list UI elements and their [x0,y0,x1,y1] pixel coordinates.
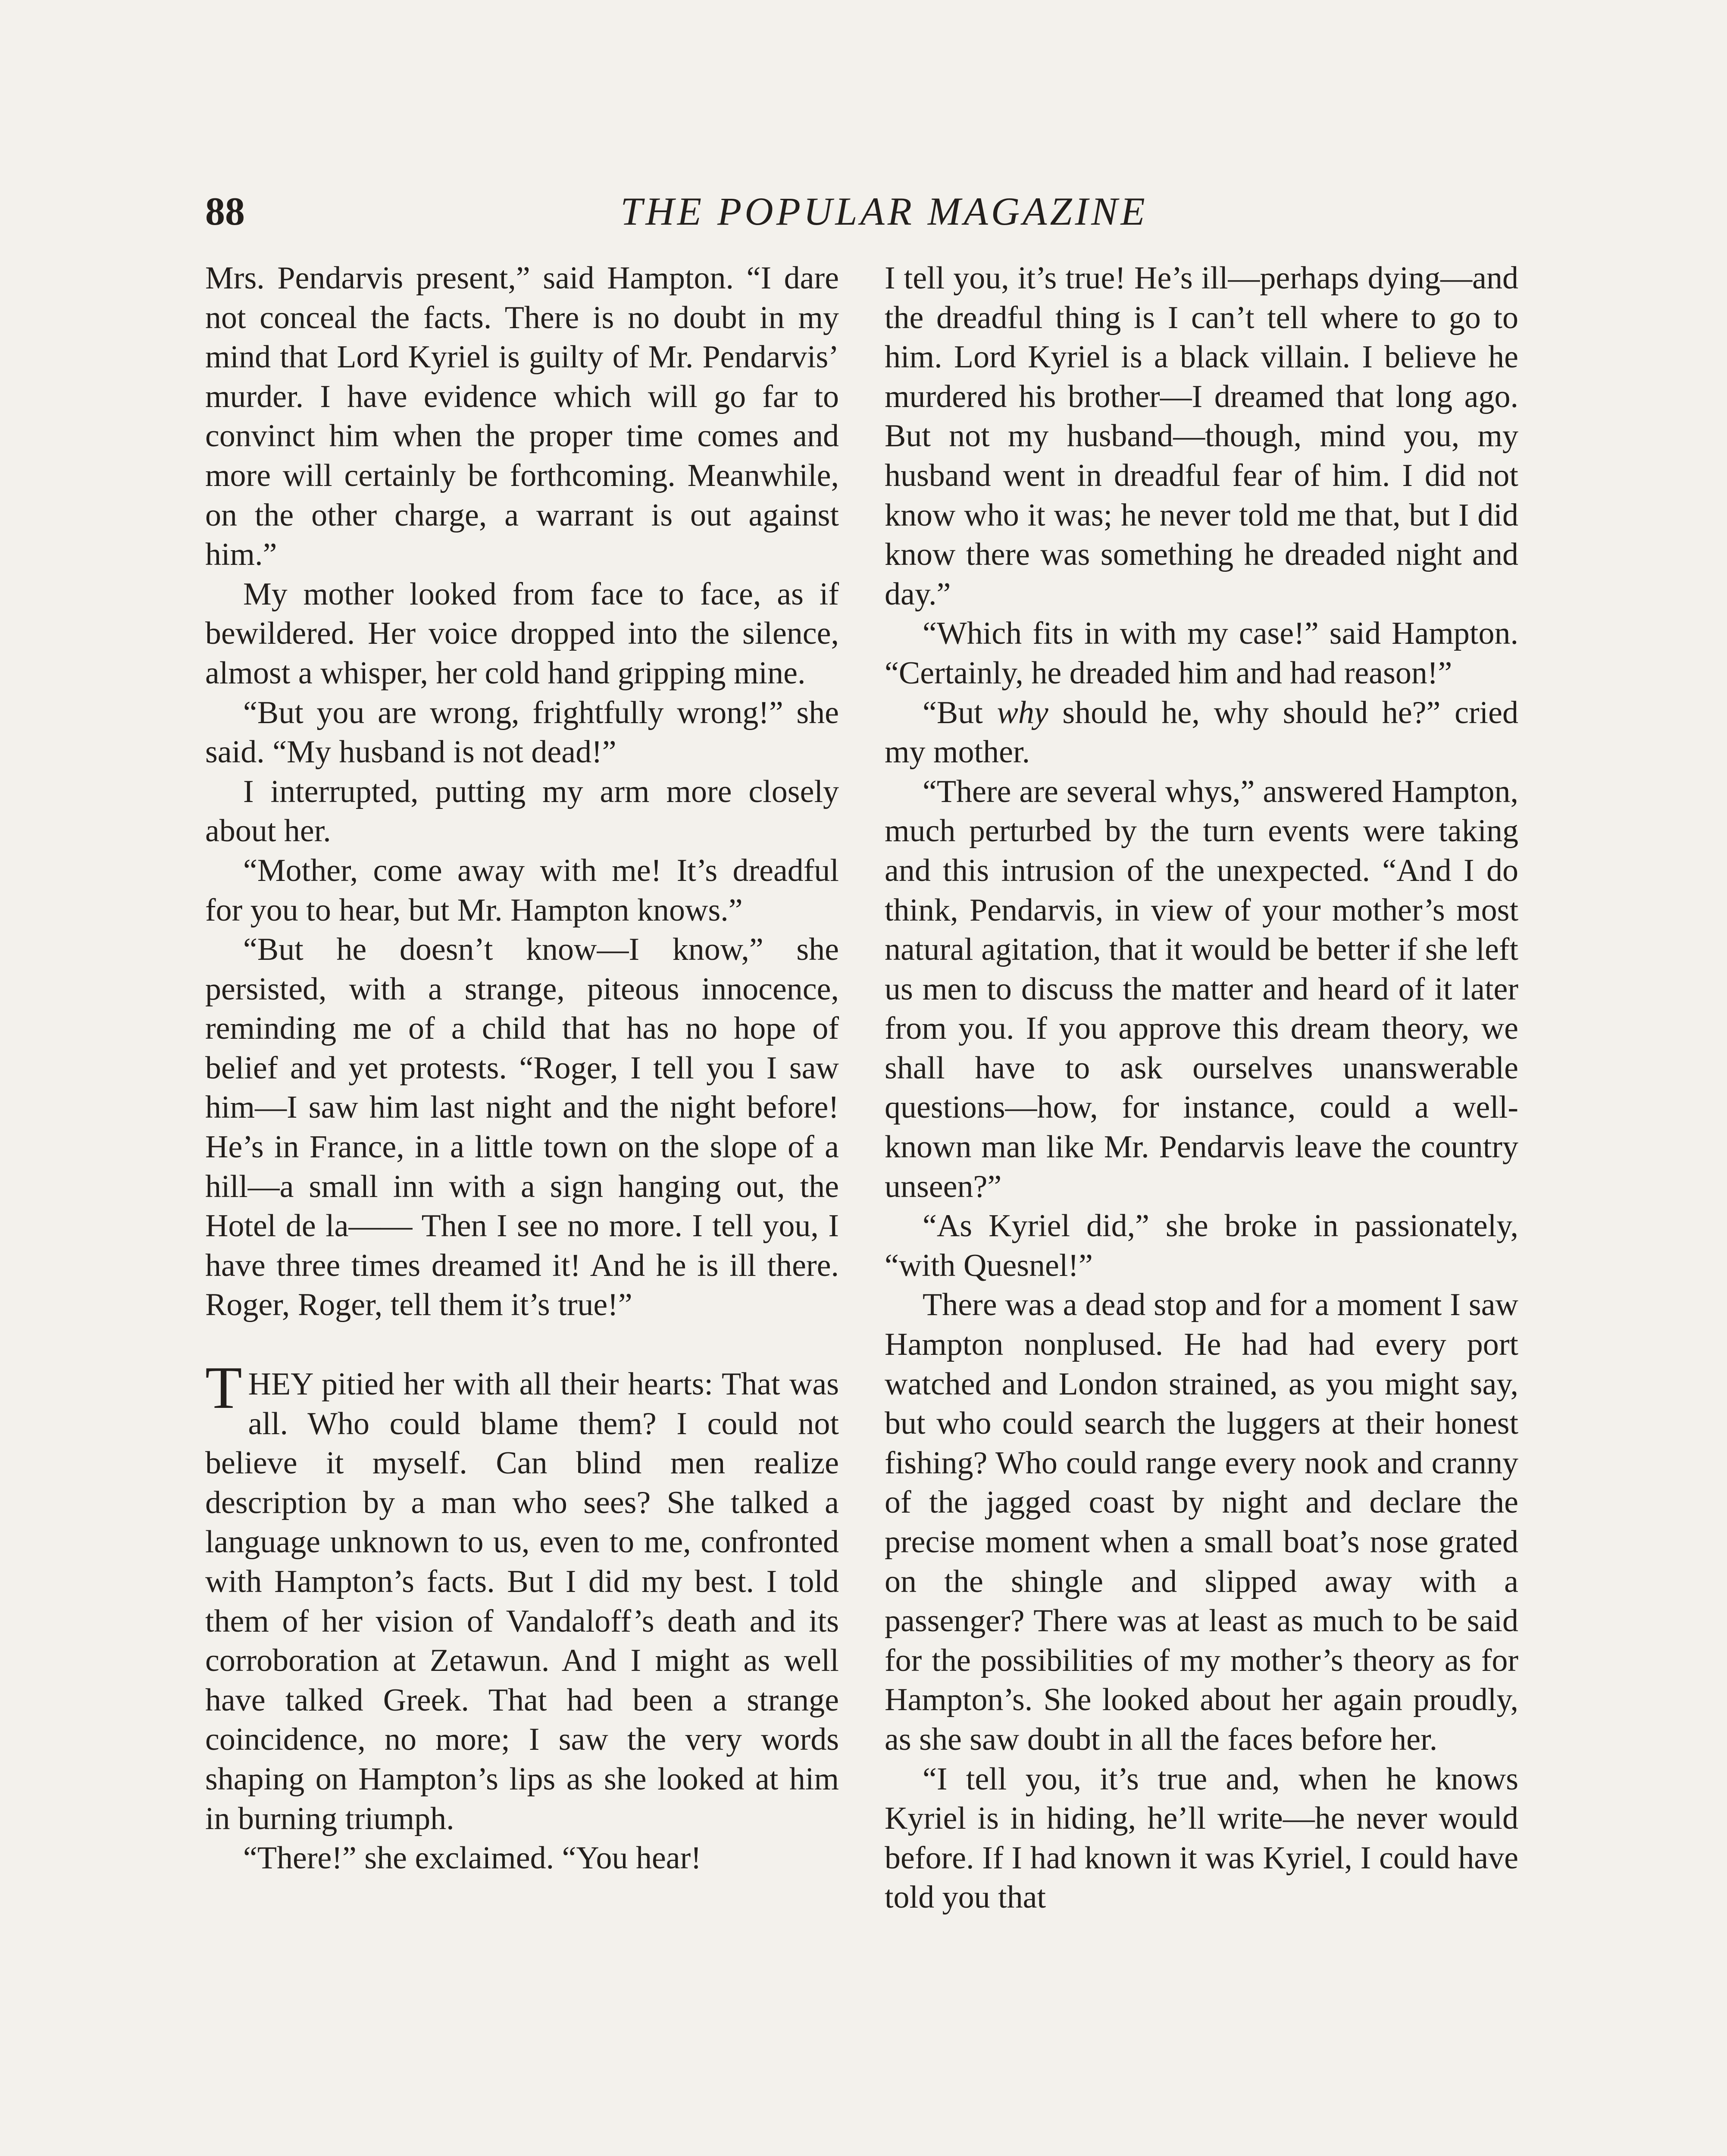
drop-cap: T [205,1354,242,1422]
paragraph-continuation: I tell you, it’s true! He’s ill—perhaps dying—and the dreadful thing is I can’t tell where to go to him. Lord Kyriel is a black villain. I believe he murdered his brother—I dreamed that long ago. But not my husband—though, mind you, my husband went in dreadful fear of him. I did not know who it was; he never told me that, but I did know there was something he dreaded night and day.” [885,260,1518,612]
paragraph: “Which fits in with my case!” said Hampton. “Certainly, he dreaded him and had reason!” [885,616,1518,691]
text-run: should he, why should he?” cried my mother. [885,695,1518,770]
section-opening-text: HEY pitied her with all their hearts: That was all. Who could blame them? I could not believe it myself. Can blind men realize description by a man who sees? She talked a language unknown to us, even to me, confronted with Hampton’s facts. But I did my best. I told them of her vision of Vandaloff’s death and its corroboration at Zetawun. And I might as well have talked Greek. That had been a strange coincidence, no more; I saw the very words shaping on Hampton’s lips as she looked at him in burning triumph. [205,1366,839,1836]
paragraph: I interrupted, putting my arm more closely about her. [205,774,839,849]
paragraph: “There!” she exclaimed. “You hear! [243,1840,701,1876]
paragraph [885,693,1518,772]
text-run: “But [923,695,997,730]
right-column [885,259,1518,1918]
paragraph: “I tell you, it’s true and, when he knows Kyriel is in hiding, he’ll write—he never would before. If I had known it was Kyriel, I could have told you that [885,1761,1518,1915]
paragraph: “There are several whys,” answered Hampton, much perturbed by the turn events were taking and this intrusion of the unexpected. “And I do think, Pendarvis, in view of your mother’s most natural agitation, that it would be better if she left us men to discuss the matter and heard of it later from you. If you approve this dream theory, we shall have to ask ourselves unanswerable questions—how, for instance, could a well-known man like Mr. Pendarvis leave the country unseen?” [885,774,1518,1204]
paragraph: “As Kyriel did,” she broke in passionately, “with Quesnel!” [885,1208,1518,1283]
page-number: 88 [205,189,245,233]
paragraph: There was a dead stop and for a moment I saw Hampton nonplused. He had had every port watched and London strained, as you might say, but who could search the luggers at their honest fishing? Who could range every nook and cranny of the jagged coast by night and declare the precise moment when a small boat’s nose grated on the shingle and slipped away with a passenger? There was at least as much to be said for the possibilities of my mother’s theory as for Hampton’s. She looked about her again proudly, as she saw doubt in all the faces before her. [885,1287,1518,1757]
section-opening-paragraph [205,1354,839,1839]
paragraph: “But he doesn’t know—I know,” she persisted, with a strange, piteous innocence, reminding me of a child that has no hope of belief and yet protests. “Roger, I tell you I saw him—I saw him last night and the night before! He’s in France, in a little town on the slope of a hill—a small inn with a sign hanging out, the Hotel de la—— Then I see no more. I tell you, I have three times dreamed it! And he is ill there. Roger, Roger, tell them it’s true!” [205,932,839,1323]
paragraph: My mother looked from face to face, as if bewildered. Her voice dropped into the silence, almost a whisper, her cold hand gripping mine. [205,576,839,691]
paragraph: “But you are wrong, frightfully wrong!” she said. “My husband is not dead!” [205,695,839,770]
paragraph: “Mother, come away with me! It’s dreadful for you to hear, but Mr. Hampton knows.” [205,852,839,928]
paragraph: Mrs. Pendarvis present,” said Hampton. “I dare not conceal the facts. There is no doubt in my mind that Lord Kyriel is guilty of Mr. Pendarvis’ murder. I have evidence which will go far to convinct him when the proper time comes and more will certainly be forthcoming. Meanwhile, on the other charge, a warrant is out against him.” [205,260,839,573]
page-header [205,181,1520,241]
running-title: THE POPULAR MAGAZINE [620,189,1148,233]
left-column [205,259,839,1878]
emphasis: why [997,695,1048,730]
